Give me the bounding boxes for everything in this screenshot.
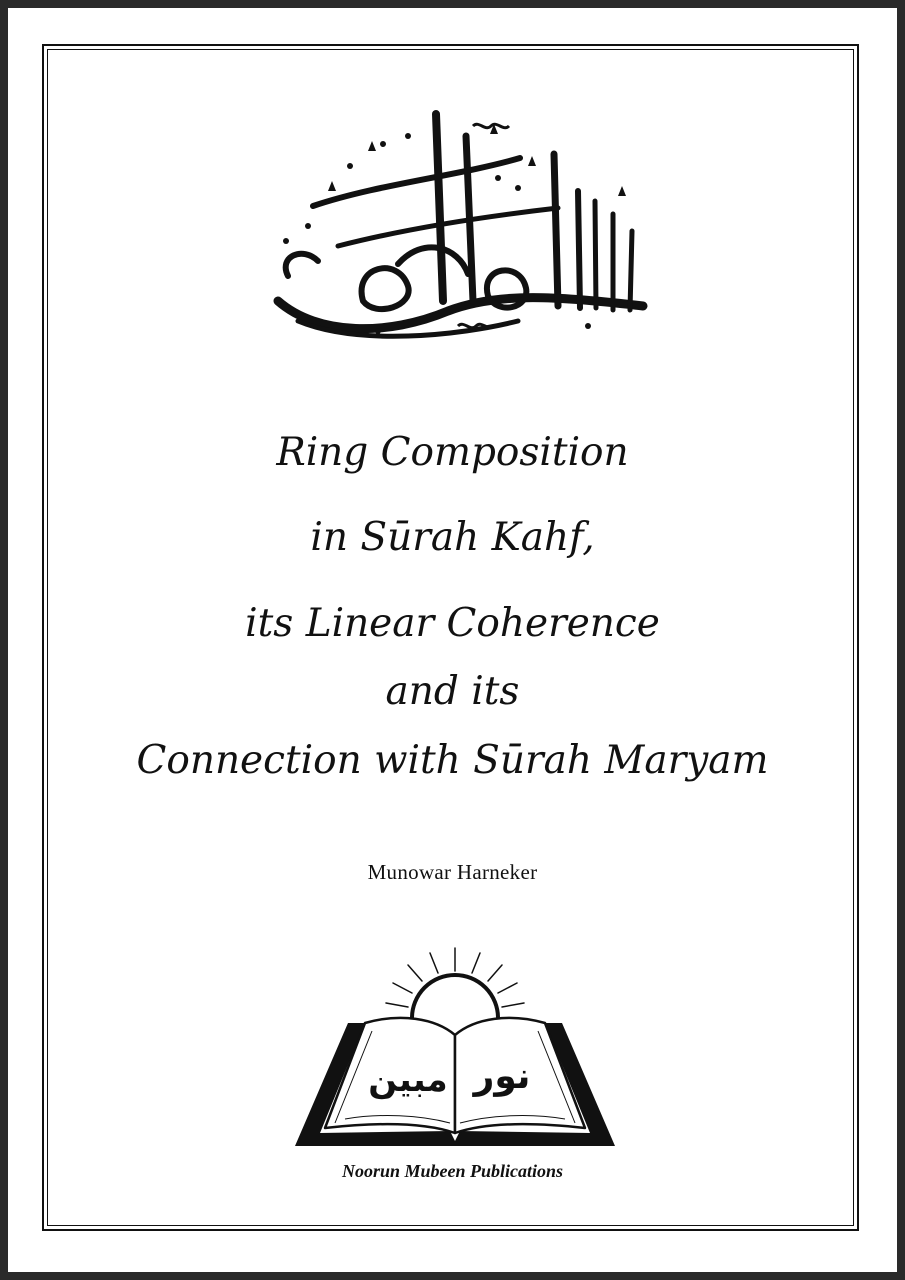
bismillah-calligraphy bbox=[258, 96, 658, 348]
title-line-5: Connection with Sūrah Maryam bbox=[136, 738, 769, 783]
author-name: Munowar Harneker bbox=[367, 860, 538, 884]
title-line-1: Ring Composition bbox=[276, 430, 629, 475]
logo-calligraphy-left: مبين bbox=[368, 1060, 448, 1100]
title-line-3: its Linear Coherence bbox=[245, 601, 660, 646]
open-book-sun-logo bbox=[290, 943, 620, 1153]
book-cover-page bbox=[8, 8, 897, 1272]
title-line-2: in Sūrah Kahf, bbox=[310, 515, 595, 560]
logo-calligraphy-right: نور bbox=[473, 1056, 531, 1097]
title-line-4: and its bbox=[385, 669, 520, 714]
publisher-name: Noorun Mubeen Publications bbox=[341, 1161, 564, 1181]
